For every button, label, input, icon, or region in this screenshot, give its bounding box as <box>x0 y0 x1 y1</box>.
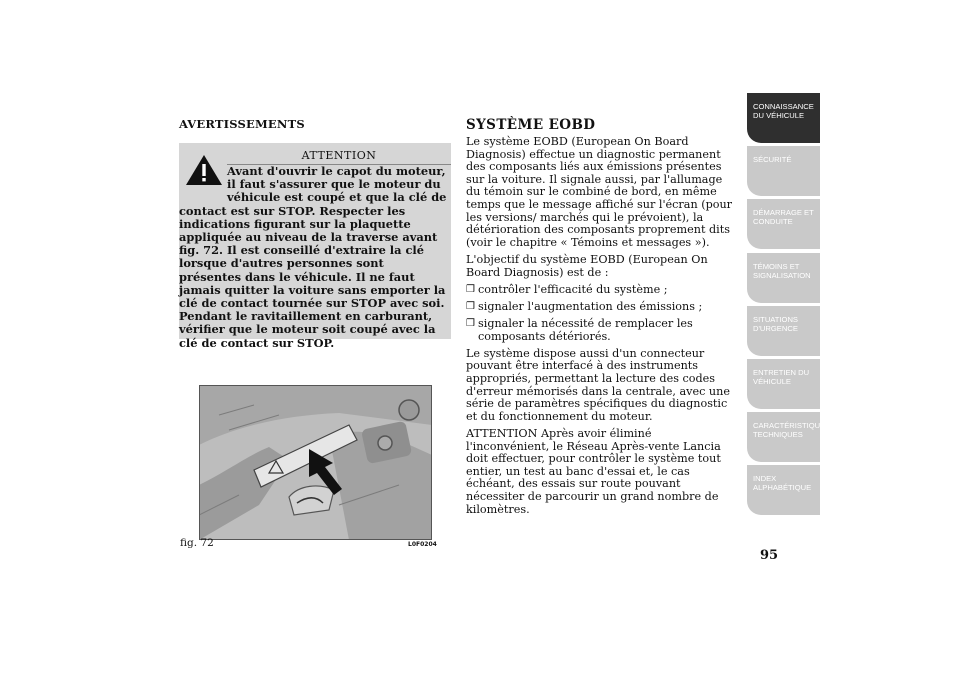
paragraph: L'objectif du système EOBD (European On Board Diagnosis) est de : <box>466 252 708 279</box>
attention-title: ATTENTION <box>301 149 377 162</box>
section-title: SYSTÈME EOBD <box>466 117 596 133</box>
warnings-heading: AVERTISSEMENTS <box>179 117 305 131</box>
figure-code: L0F0204 <box>408 541 437 548</box>
engine-bay-figure <box>199 385 432 540</box>
list-item <box>466 318 736 343</box>
tab-entretien-du-vehicule[interactable]: ENTRETIEN DU VÉHICULE <box>747 359 820 409</box>
attention-text: Avant d'ouvrir le capot du moteur, il faut s'assurer que le moteur du véhicule est coupé et que la clé de contact est sur STOP. Respecter les indications figurant sur la plaquette appliquée au niveau de la traverse avant fig. 72. Il est conseillé d'extraire la clé lorsque d'autres personnes sont présentes dans le véhicule. Il ne faut jamais quitter la voiture sans emporter la clé de contact tournée sur STOP avec soi. Pendant le ravitaillement en carburant, vérifier que le moteur soit coupé avec la clé de contact sur STOP. <box>179 164 447 350</box>
tab-index-alphabetique[interactable]: INDEX ALPHABÉTIQUE <box>747 465 820 515</box>
tab-connaissance-du-vehicule[interactable]: CONNAISSANCE DU VÉHICULE <box>747 93 820 143</box>
page-number: 95 <box>760 548 779 563</box>
list-item-text: signaler la nécessité de remplacer les composants détériorés. <box>478 317 693 343</box>
tab-caracteristiques-techniques[interactable]: CARACTÉRISTIQUES TECHNIQUES <box>747 412 820 462</box>
tab-securite[interactable]: SÉCURITÉ <box>747 146 820 196</box>
checkbox-bullet-icon: ❒ <box>466 318 475 330</box>
attention-box <box>179 143 451 350</box>
figure-caption: fig. 72 <box>180 537 214 549</box>
list-item <box>466 284 736 297</box>
paragraph: ATTENTION Après avoir éliminé l'inconvénient, le Réseau Après-vente Lancia doit effectuer, pour contrôler le système tout entier, un test au banc d'essai et, le cas échéant, des essais sur route pouvant nécessiter de parcourir un grand nombre de kilomètres. <box>466 427 721 516</box>
list-item <box>466 301 736 314</box>
paragraph: Le système dispose aussi d'un connecteur pouvant être interfacé à des instruments appropriés, permettant la lecture des codes d'erreur mémorisés dans la centrale, avec une série de paramètres spécifiques du diagnostic et du fonctionnement du moteur. <box>466 346 730 423</box>
chapter-sidebar <box>747 93 831 519</box>
tab-demarrage-et-conduite[interactable]: DÉMARRAGE ET CONDUITE <box>747 199 820 249</box>
list-item-text: contrôler l'efficacité du système ; <box>478 282 668 296</box>
checkbox-bullet-icon: ❒ <box>466 283 475 295</box>
eobd-text-column <box>466 136 736 521</box>
tab-temoins-et-signalisation[interactable]: TÉMOINS ET SIGNALISATION <box>747 253 820 303</box>
list-item-text: signaler l'augmentation des émissions ; <box>478 299 703 313</box>
paragraph: Le système EOBD (European On Board Diagnosis) effectue un diagnostic permanent des composants liés aux émissions présentes sur la voiture. Il signale aussi, par l'allumage du témoin sur le combiné de bord, en même temps que le message affiché sur l'écran (pour les versions/ marchés qui le prévoient), la détérioration des composants proprement dits (voir le chapitre « Témoins et messages »). <box>466 135 733 249</box>
tab-situations-d-urgence[interactable]: SITUATIONS D'URGENCE <box>747 306 820 356</box>
checkbox-bullet-icon: ❒ <box>466 300 475 312</box>
engine-bay-illustration <box>199 385 432 540</box>
